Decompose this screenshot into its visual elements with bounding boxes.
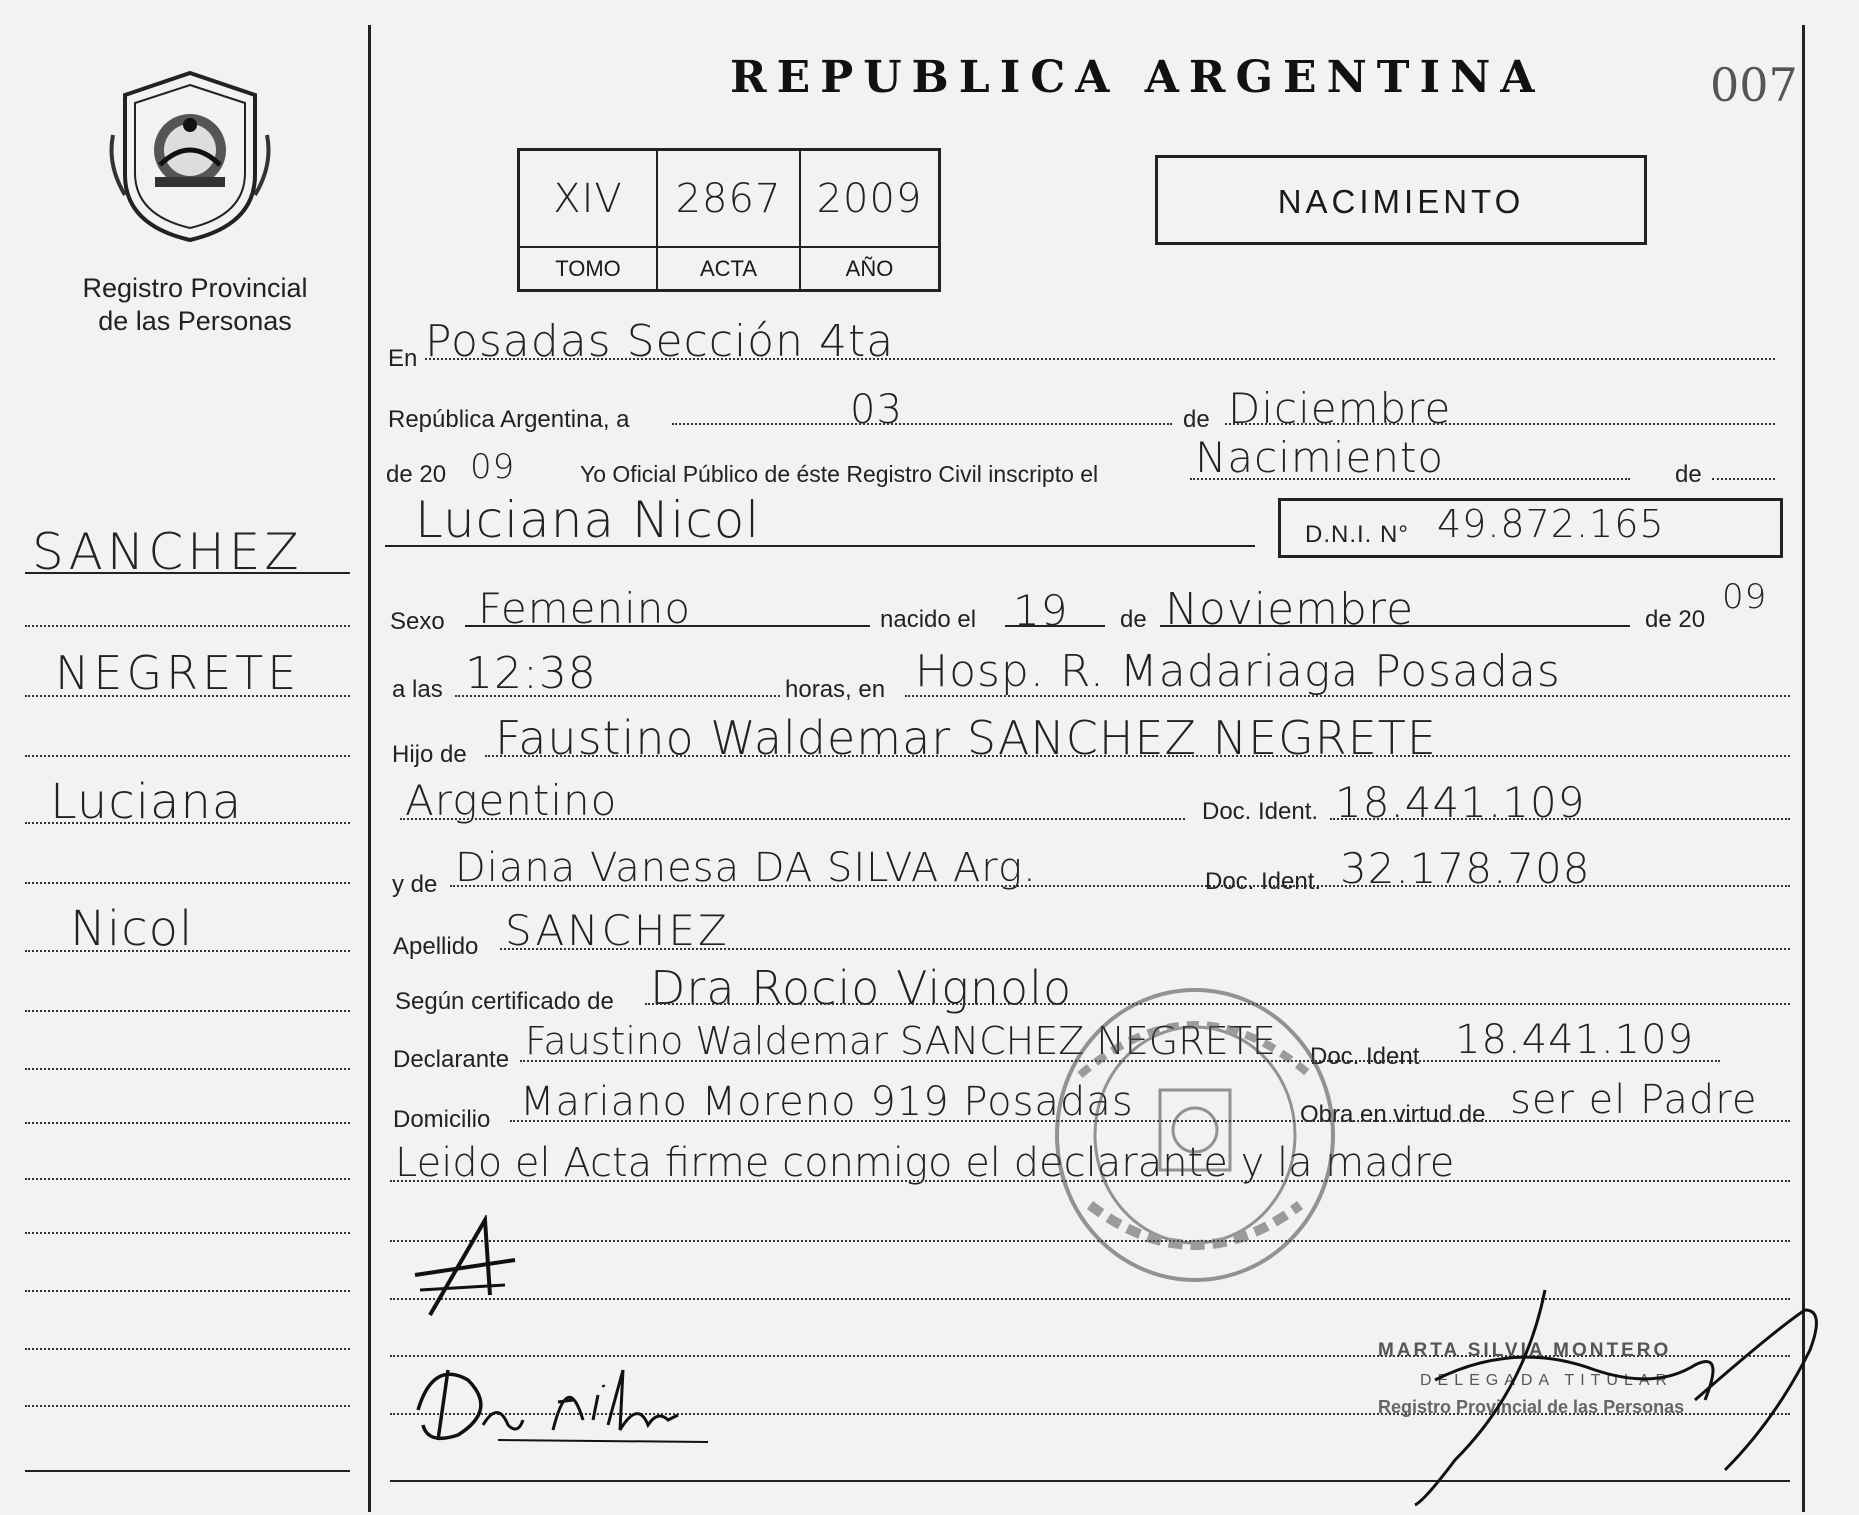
frame-left-border [368,25,371,1512]
mother-doc-value: 32.178.708 [1340,844,1591,893]
form-line [425,358,1775,360]
margin-surname-1: SANCHEZ [32,523,303,581]
event-value: Nacimiento [1195,433,1445,482]
margin-dotted-line [25,1178,350,1180]
margin-dotted-line [25,822,350,824]
birth-month-value: Noviembre [1165,584,1415,635]
margin-dotted-line [25,1290,350,1292]
year-prefix-label: de 20 [386,461,447,488]
form-line [672,423,1172,425]
de-label-3: de [1120,606,1147,633]
nacido-label: nacido el [880,606,977,633]
sexo-label: Sexo [390,608,445,635]
father-value: Faustino Waldemar SANCHEZ NEGRETE [495,711,1437,765]
segun-label: Según certificado de [395,988,614,1015]
declarante-value: Faustino Waldemar SANCHEZ NEGRETE [525,1019,1276,1063]
domicilio-value: Mariano Moreno 919 Posadas [520,1079,1134,1125]
margin-dotted-line [25,695,350,697]
form-line [1005,625,1105,627]
declarant-signature [410,1215,520,1325]
birth-year-prefix-label: de 20 [1645,606,1706,633]
form-line [1225,423,1775,425]
officer-office: Registro Provincial de las Personas [1378,1397,1685,1417]
registry-name [40,272,350,338]
officer-name: MARTA SILVIA MONTERO [1378,1340,1672,1361]
mother-value: Diana Vanesa DA SILVA Arg. [455,845,1037,891]
form-line [485,755,1790,757]
dni-label: D.N.I. N° [1305,521,1409,548]
domicilio-label: Domicilio [393,1106,491,1133]
record-type: NACIMIENTO [1277,183,1525,220]
form-line [385,545,1255,547]
doc-label: Doc. Ident. [1202,798,1319,825]
margin-given-name-2: Nicol [70,901,194,957]
a-las-label: a las [392,676,443,703]
margin-dotted-line [25,1122,350,1124]
form-number: 007 [1710,58,1798,112]
margin-dotted-line [25,1232,350,1234]
certifier-value: Dra Rocio Vignolo [650,961,1073,1015]
place-value: Posadas Sección 4ta [425,316,895,367]
margin-dotted-line [25,755,350,757]
obra-label: Obra en virtud de [1300,1101,1486,1128]
provincial-seal-logo [105,65,275,245]
hijo-label: Hijo de [392,741,467,768]
birth-place-value: Hosp. R. Madariaga Posadas [915,646,1561,697]
record-type-box [1155,155,1647,245]
apellido-value: SANCHEZ [505,906,730,955]
mother-signature [408,1340,718,1450]
declarante-label: Declarante [393,1046,510,1073]
tomo-label: TOMO [520,246,658,289]
margin-underline [25,1470,350,1472]
apellido-label: Apellido [393,933,479,960]
birth-day-value: 19 [1013,586,1069,635]
republica-label: República Argentina, a [388,406,630,433]
birth-year-suffix-value: 09 [1722,577,1768,617]
anio-value: 2009 [816,175,923,222]
time-value: 12:38 [465,648,597,699]
form-line [450,885,1790,887]
de-label: de [1183,406,1210,433]
form-line [500,948,1790,950]
month-value: Diciembre [1228,384,1452,433]
declarante-doc-value: 18.441.109 [1455,1017,1695,1063]
margin-dotted-line [25,1348,350,1350]
margin-dotted-line [25,1010,350,1012]
margin-dotted-line [25,625,350,627]
form-line [455,695,780,697]
form-line [400,818,1185,820]
form-line [1330,818,1790,820]
officer-signature [1395,1270,1825,1515]
document-title: REPUBLICA ARGENTINA [730,52,1545,103]
sexo-value: Femenino [478,584,692,633]
margin-dotted-line [25,1405,350,1407]
margin-dotted-line [25,882,350,884]
acta-label: ACTA [658,246,801,289]
tomo-value: XIV [520,151,658,246]
form-line [905,695,1790,697]
form-line [1712,478,1775,480]
dni-value: 49.872.165 [1437,502,1665,546]
form-line [465,625,870,627]
doc-label-3: Doc. Ident [1310,1043,1420,1070]
father-doc-value: 18.441.109 [1335,778,1586,827]
horas-label: horas, en [785,676,886,703]
form-line [1190,478,1630,480]
officer-title: DELEGADA TITULAR [1420,1372,1674,1389]
margin-dotted-line [25,950,350,952]
yde-label: y de [392,871,438,898]
child-name-value: Luciana Nicol [415,491,761,549]
de-label-2: de [1675,461,1702,488]
margin-underline [25,572,350,574]
acta-value: 2867 [658,151,801,246]
en-label: En [388,345,418,372]
margin-surname-2: NEGRETE [55,646,301,700]
closing-value: Leido el Acta firme conmigo el declarante y la madre [395,1140,1455,1186]
doc-label-2: Doc. Ident. [1205,868,1322,895]
registration-box [517,148,941,292]
anio-label: AÑO [801,246,938,289]
margin-dotted-line [25,1068,350,1070]
registry-name-line2: de las Personas [98,306,292,336]
day-value: 03 [850,387,903,433]
father-nationality-value: Argentino [405,776,618,825]
oficial-label: Yo Oficial Público de éste Registro Civil inscripto el [580,461,1099,487]
form-line [1160,625,1630,627]
registry-name-line1: Registro Provincial [82,273,308,303]
official-stamp [1050,985,1340,1285]
margin-given-name-1: Luciana [50,774,243,830]
obra-value: ser el Padre [1510,1077,1758,1123]
year-suffix-value: 09 [470,447,516,487]
